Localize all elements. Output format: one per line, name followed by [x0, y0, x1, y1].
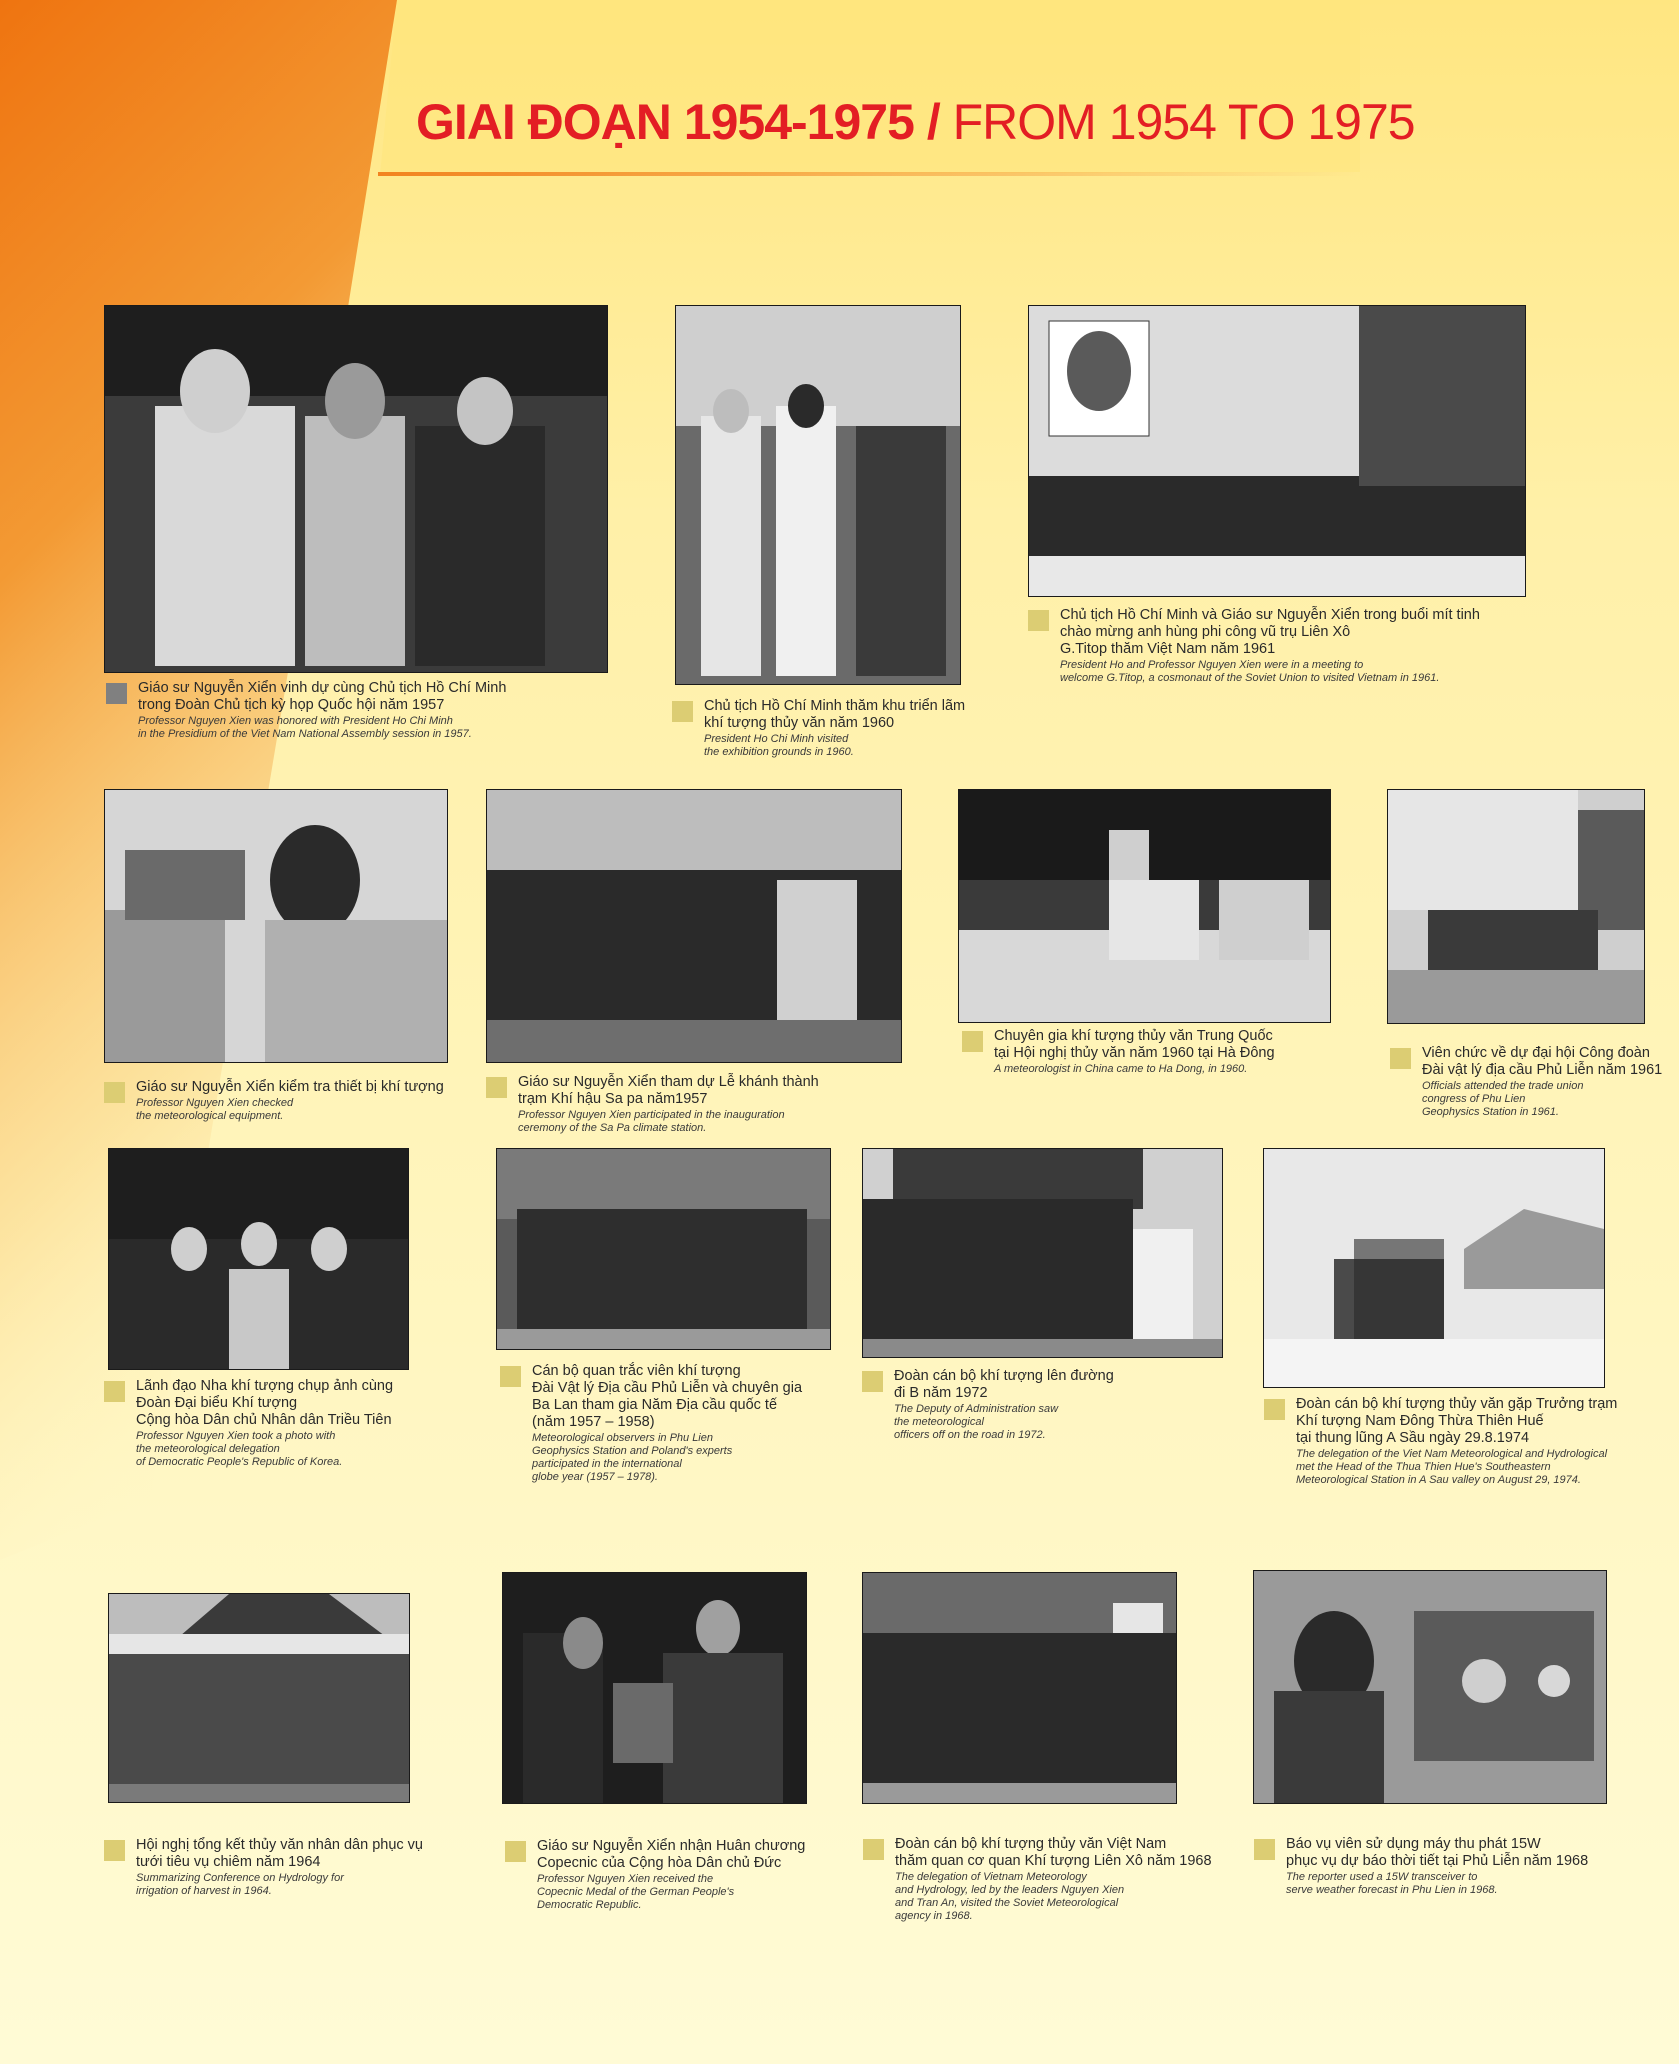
photo-1964-hydrology-conference [108, 1593, 410, 1803]
page-title [416, 92, 1415, 152]
caption-1961-trade-union: Viên chức về dự đại hội Công đoàn Đài vật lý địa cầu Phủ Liễn năm 1961 Officials attended the trade union congress of Phu Lien Geophysics Station in 1961. [1390, 1045, 1662, 1119]
caption-1974: Đoàn cán bộ khí tượng thủy văn gặp Trưởng trạm Khí tượng Nam Đông Thừa Thiên Huế tại thung lũng A Sầu ngày 29.8.1974 The delegation of the Viet Nam Meteorological and Hydrological met the Head of the Thua Thien Hue's Southeastern Meteorological Station in A Sau valley on August 29, 1974. [1264, 1396, 1617, 1487]
caption-1972: Đoàn cán bộ khí tượng lên đường đi B năm 1972 The Deputy of Administration saw the meteorological officers off on the road in 1972. [862, 1368, 1114, 1442]
caption-1964: Hội nghị tổng kết thủy văn nhân dân phục vụ tưới tiêu vụ chiêm năm 1964 Summarizing Conference on Hydrology for irrigation of harvest in 1964. [104, 1837, 423, 1898]
caption-marker [104, 1381, 125, 1402]
caption-marker [672, 701, 693, 722]
caption-marker [104, 1082, 125, 1103]
caption-marker [1264, 1399, 1285, 1420]
caption-marker [863, 1839, 884, 1860]
photo-checking-equipment [104, 789, 448, 1063]
photo-1960-hydrology-conference [958, 789, 1331, 1023]
title-underline [378, 172, 1358, 176]
photo-sapa-inauguration [486, 789, 902, 1063]
caption-1961-titop: Chủ tịch Hồ Chí Minh và Giáo sư Nguyễn Xiển trong buổi mít tinh chào mừng anh hùng phi công vũ trụ Liên Xô G.Titop thăm Việt Nam năm 1961 President Ho and Professor Nguyen Xien were in a meeting to welcome G.Titop, a cosmonaut of the Soviet Union to visited Vietnam in 1961. [1028, 607, 1480, 685]
title-vietnamese: GIAI ĐOẠN 1954-1975 [416, 94, 914, 150]
caption-marker [486, 1077, 507, 1098]
caption-copecnic: Giáo sư Nguyễn Xiển nhận Huân chương Copecnic của Cộng hòa Dân chủ Đức Professor Nguyen Xien received the Copecnic Medal of the German People's Democratic Republic. [505, 1838, 805, 1912]
title-separator: / [926, 94, 940, 150]
caption-marker [1254, 1839, 1275, 1860]
caption-marker [505, 1841, 526, 1862]
caption-poland: Cán bộ quan trắc viên khí tượng Đài Vật lý Địa cầu Phủ Liễn và chuyên gia Ba Lan tham gia Năm Địa cầu quốc tế (năm 1957 – 1958) Meteorological observers in Phu Lien Geophysics Station and Poland's experts participated in the international globe year (1957 – 1978). [500, 1363, 802, 1484]
caption-1968-transceiver: Báo vụ viên sử dụng máy thu phát 15W phục vụ dự báo thời tiết tại Phủ Liễn năm 1968 The reporter used a 15W transceiver to serve weather forecast in Phu Lien in 1968. [1254, 1836, 1588, 1897]
caption-sapa: Giáo sư Nguyễn Xiển tham dự Lễ khánh thành trạm Khí hậu Sa pa năm1957 Professor Nguyen Xien participated in the inauguration ceremony of the Sa Pa climate station. [486, 1074, 819, 1135]
photo-1972-officers-road [862, 1148, 1223, 1358]
caption-korea: Lãnh đạo Nha khí tượng chụp ảnh cùng Đoàn Đại biểu Khí tượng Cộng hòa Dân chủ Nhân dân Triều Tiên Professor Nguyen Xien took a photo with the meteorological delegation of Democratic People's Republic of Korea. [104, 1378, 393, 1469]
photo-1957-national-assembly [104, 305, 608, 673]
caption-marker [500, 1366, 521, 1387]
caption-marker [1390, 1048, 1411, 1069]
caption-checking-equipment: Giáo sư Nguyễn Xiển kiểm tra thiết bị khí tượng Professor Nguyen Xien checked the meteorological equipment. [104, 1079, 444, 1123]
caption-marker [104, 1840, 125, 1861]
caption-marker [862, 1371, 883, 1392]
photo-1960-exhibition [675, 305, 961, 685]
caption-marker [1028, 610, 1049, 631]
caption-marker [962, 1031, 983, 1052]
photo-1961-trade-union [1387, 789, 1645, 1024]
caption-1957-assembly: Giáo sư Nguyễn Xiển vinh dự cùng Chủ tịch Hồ Chí Minh trong Đoàn Chủ tịch kỳ họp Quốc hội năm 1957 Professor Nguyen Xien was honored with President Ho Chi Minh in the Presidium of the Viet Nam National Assembly session in 1957. [106, 680, 506, 741]
caption-1968-soviet: Đoàn cán bộ khí tượng thủy văn Việt Nam thăm quan cơ quan Khí tượng Liên Xô năm 1968 The delegation of Vietnam Meteorology and Hydrology, led by the leaders Nguyen Xien and Tran An, visited the Soviet Meteorological agency in 1968. [863, 1836, 1212, 1923]
photo-phu-lien-poland [496, 1148, 831, 1350]
photo-korea-delegation [108, 1148, 409, 1370]
photo-1968-soviet-visit [862, 1572, 1177, 1804]
caption-marker [106, 683, 127, 704]
caption-1960-hydrology: Chuyên gia khí tượng thủy văn Trung Quốc tại Hội nghị thủy văn năm 1960 tại Hà Đông A meteorologist in China came to Ha Dong, in 1960. [962, 1028, 1275, 1076]
photo-1961-titop-meeting [1028, 305, 1526, 597]
title-english: FROM 1954 TO 1975 [952, 94, 1415, 150]
photo-copecnic-medal [502, 1572, 807, 1804]
caption-1960-exhibition: Chủ tịch Hồ Chí Minh thăm khu triển lãm khí tượng thủy văn năm 1960 President Ho Chi Minh visited the exhibition grounds in 1960. [672, 698, 965, 759]
photo-1974-a-sau-valley [1263, 1148, 1605, 1388]
photo-1968-transceiver [1253, 1570, 1607, 1804]
